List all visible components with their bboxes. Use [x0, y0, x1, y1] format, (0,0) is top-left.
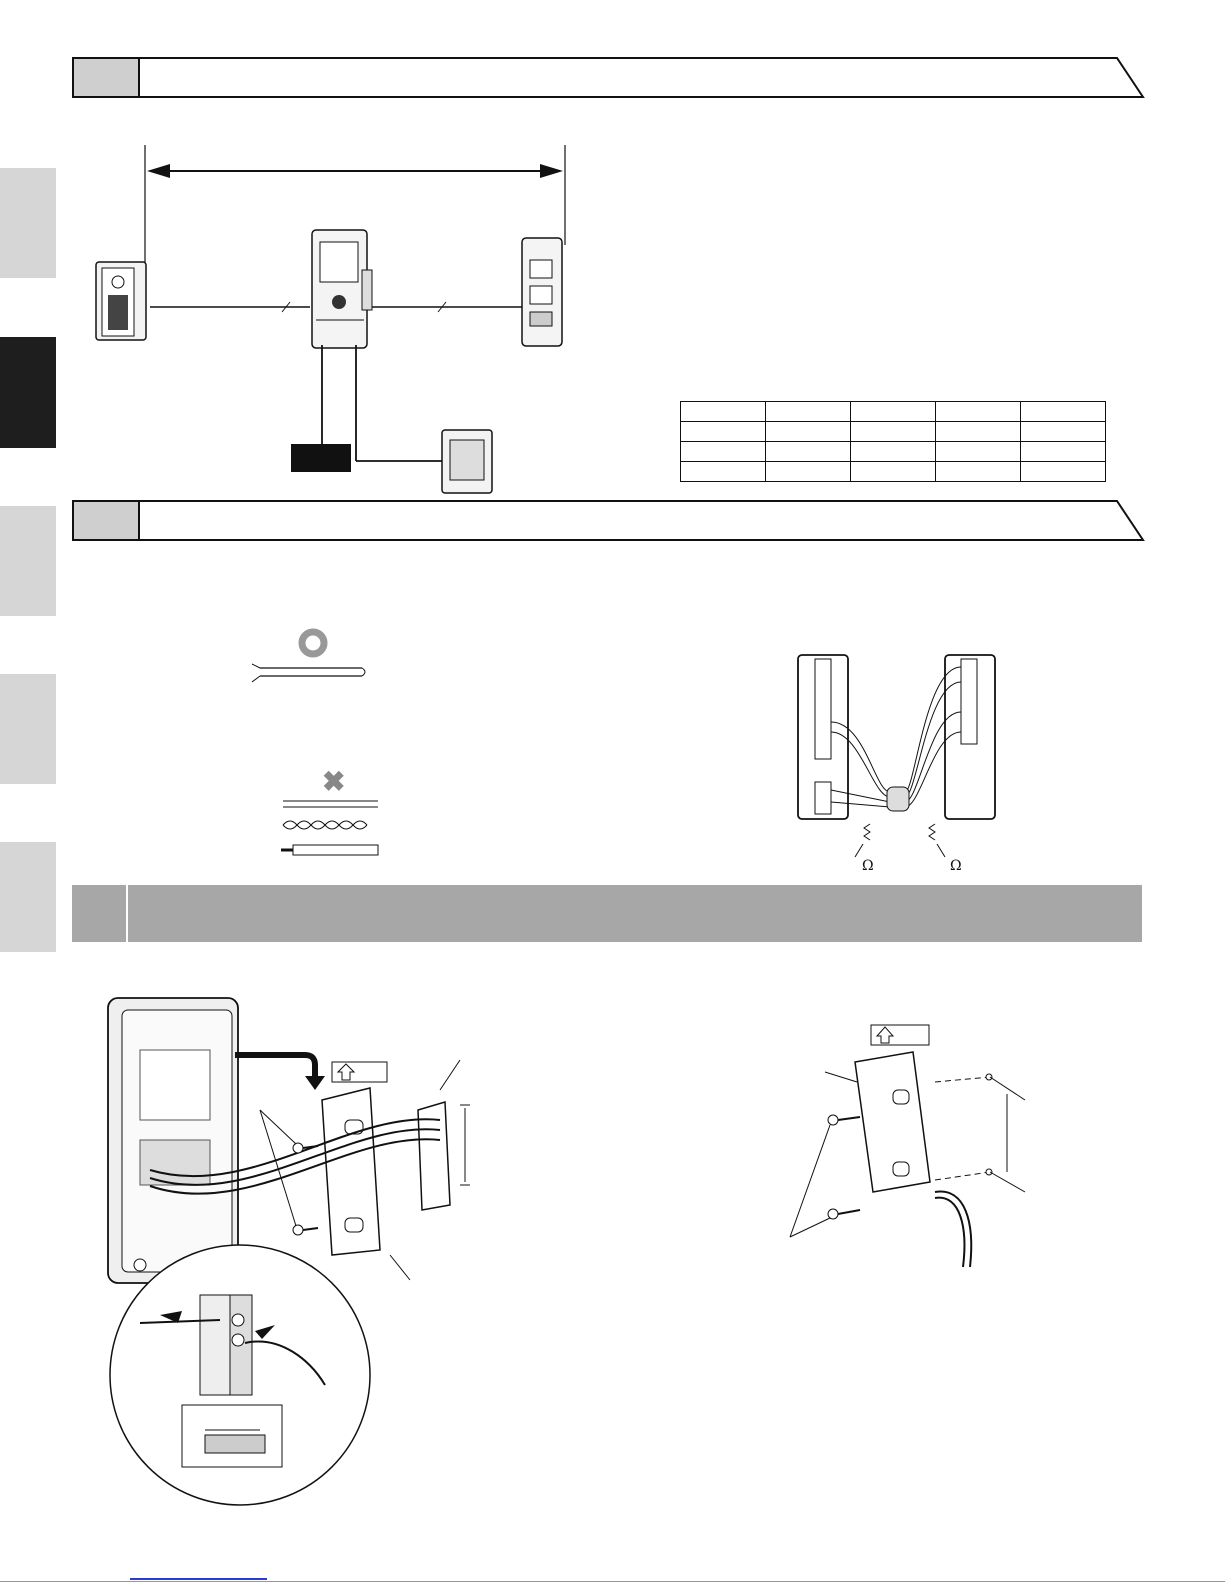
section-number-box [72, 885, 128, 942]
section-header-installation [72, 885, 1142, 942]
system-diagram [90, 140, 690, 500]
section-header-system-wiring [72, 57, 1117, 98]
chime-speaker-icon [442, 430, 492, 493]
side-tab-4[interactable] [0, 674, 56, 784]
magnifier-detail-icon [110, 1265, 390, 1505]
power-supply-icon [291, 444, 351, 472]
side-tab-1[interactable] [0, 168, 56, 278]
video-monitor-icon [312, 230, 372, 348]
section-number-box [74, 59, 140, 96]
footer-link-underline[interactable] [130, 1578, 267, 1580]
wire-coil-icon [250, 630, 380, 690]
section-header-tab-right [1115, 57, 1155, 98]
door-station-icon [96, 262, 146, 340]
section-header-wire-specification [72, 500, 1117, 541]
terminal-block-icon [795, 652, 1015, 882]
prohibited-wire-icon [278, 795, 388, 865]
side-tab-5[interactable] [0, 842, 56, 952]
side-tab-2[interactable] [0, 337, 56, 448]
ohm-symbol-left: Ω [862, 858, 874, 874]
side-tab-3[interactable] [0, 506, 56, 616]
wiring-distance-table [680, 401, 1106, 482]
prohibited-mark: ✖ [322, 766, 346, 797]
wall-mount-bracket-icon [785, 1022, 1045, 1272]
ohm-symbol-right: Ω [950, 858, 962, 874]
bottom-rule [0, 1581, 1225, 1582]
section-header-tab-right [1115, 500, 1155, 541]
section-number-box [74, 502, 140, 539]
sub-monitor-icon [522, 238, 562, 346]
